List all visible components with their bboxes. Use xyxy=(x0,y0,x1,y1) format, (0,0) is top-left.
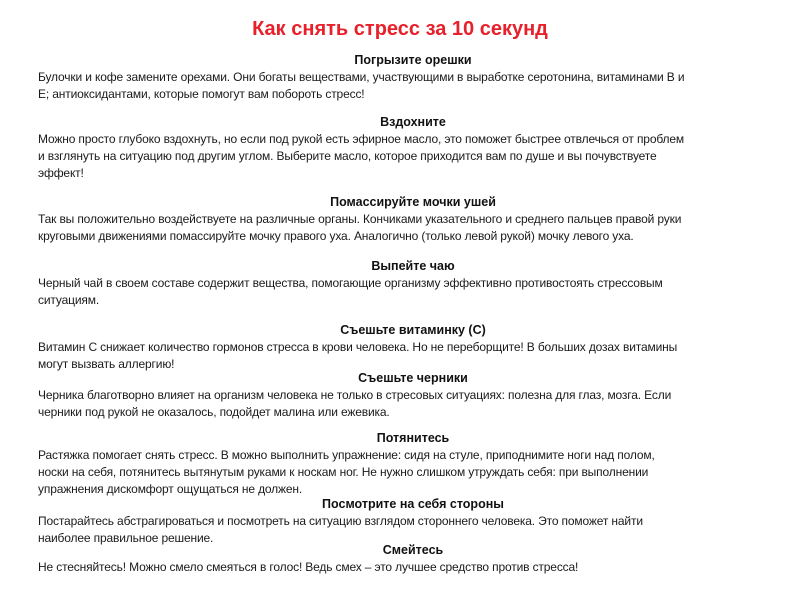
tip-text-line: Постарайтесь абстрагироваться и посмотреть на ситуацию взглядом стороннего человека. Это поможет найти xyxy=(38,514,643,528)
tip-heading: Вздохните xyxy=(380,115,446,129)
tip-text-line: черники под рукой не оказалось, подойдет малина или ежевика. xyxy=(38,405,390,419)
tip-text-line: Витамин С снижает количество гормонов стресса в крови человека. Но не переборщите! В больших дозах витамины xyxy=(38,340,678,354)
tip-heading: Посмотрите на себя стороны xyxy=(322,497,504,511)
tip-text-line: упражнения дискомфорт ощущаться не должен. xyxy=(38,482,303,496)
tip-text-line: круговыми движениями помассируйте мочку правого уха. Аналогично (только левой рукой) мочку левого уха. xyxy=(38,229,634,243)
tip-heading: Выпейте чаю xyxy=(371,259,455,273)
page-title: Как снять стресс за 10 секунд xyxy=(252,18,548,40)
tip-text-line: Не стесняйтесь! Можно смело смеяться в голос! Ведь смех – это лучшее средство против стресса! xyxy=(38,560,579,574)
tip-text-line: Е; антиоксидантами, которые помогут вам побороть стресс! xyxy=(38,87,365,101)
tip-section xyxy=(38,542,788,576)
tip-heading: Помассируйте мочки ушей xyxy=(330,195,496,209)
tip-heading: Потянитесь xyxy=(376,431,450,445)
tip-text-line: наиболее правильное решение. xyxy=(38,531,214,545)
tip-section xyxy=(38,194,788,245)
tip-section xyxy=(38,370,788,421)
tip-section xyxy=(38,322,788,373)
tip-section xyxy=(38,114,788,182)
tip-section xyxy=(38,496,788,547)
tip-section xyxy=(38,258,788,309)
tip-text-line: эффект! xyxy=(38,166,84,180)
tip-text-line: и взглянуть на ситуацию под другим углом. Выберите масло, которое приходится вам по душе и вы почувствуете xyxy=(38,149,657,163)
tip-text-line: Растяжка помогает снять стресс. В можно выполнить упражнение: сидя на стуле, приподнимите ноги над полом, xyxy=(38,448,655,462)
tip-text-line: Черника благотворно влияет на организм человека не только в стресовых ситуациях: полезна для глаз, мозга. Если xyxy=(38,388,672,402)
tip-text-line: Черный чай в своем составе содержит вещества, помогающие организму эффективно противостоять стрессовым xyxy=(38,276,663,290)
tip-text-line: ситуациям. xyxy=(38,293,100,307)
tip-text-line: могут вызвать аллергию! xyxy=(38,357,175,371)
tip-text-line: носки на себя, потянитесь вытянутым руками к носкам ног. Не нужно слишком утруждать себя: при выполнении xyxy=(38,465,649,479)
tip-heading: Смейтесь xyxy=(382,543,444,557)
tip-heading: Погрызите орешки xyxy=(354,53,472,67)
tip-heading: Съешьте витаминку (С) xyxy=(340,323,486,337)
tip-text-line: Булочки и кофе замените орехами. Они богаты веществами, участвующими в выработке серотонина, витаминами В и xyxy=(38,70,685,84)
tip-text-line: Так вы положительно воздействуете на различные органы. Кончиками указательного и среднего пальцев правой руки xyxy=(38,212,682,226)
tip-section xyxy=(38,52,788,103)
tip-section xyxy=(38,430,788,498)
tip-text-line: Можно просто глубоко вздохнуть, но если под рукой есть эфирное масло, это поможет быстрее отвлечься от проблем xyxy=(38,132,685,146)
tip-heading: Съешьте черники xyxy=(358,371,468,385)
